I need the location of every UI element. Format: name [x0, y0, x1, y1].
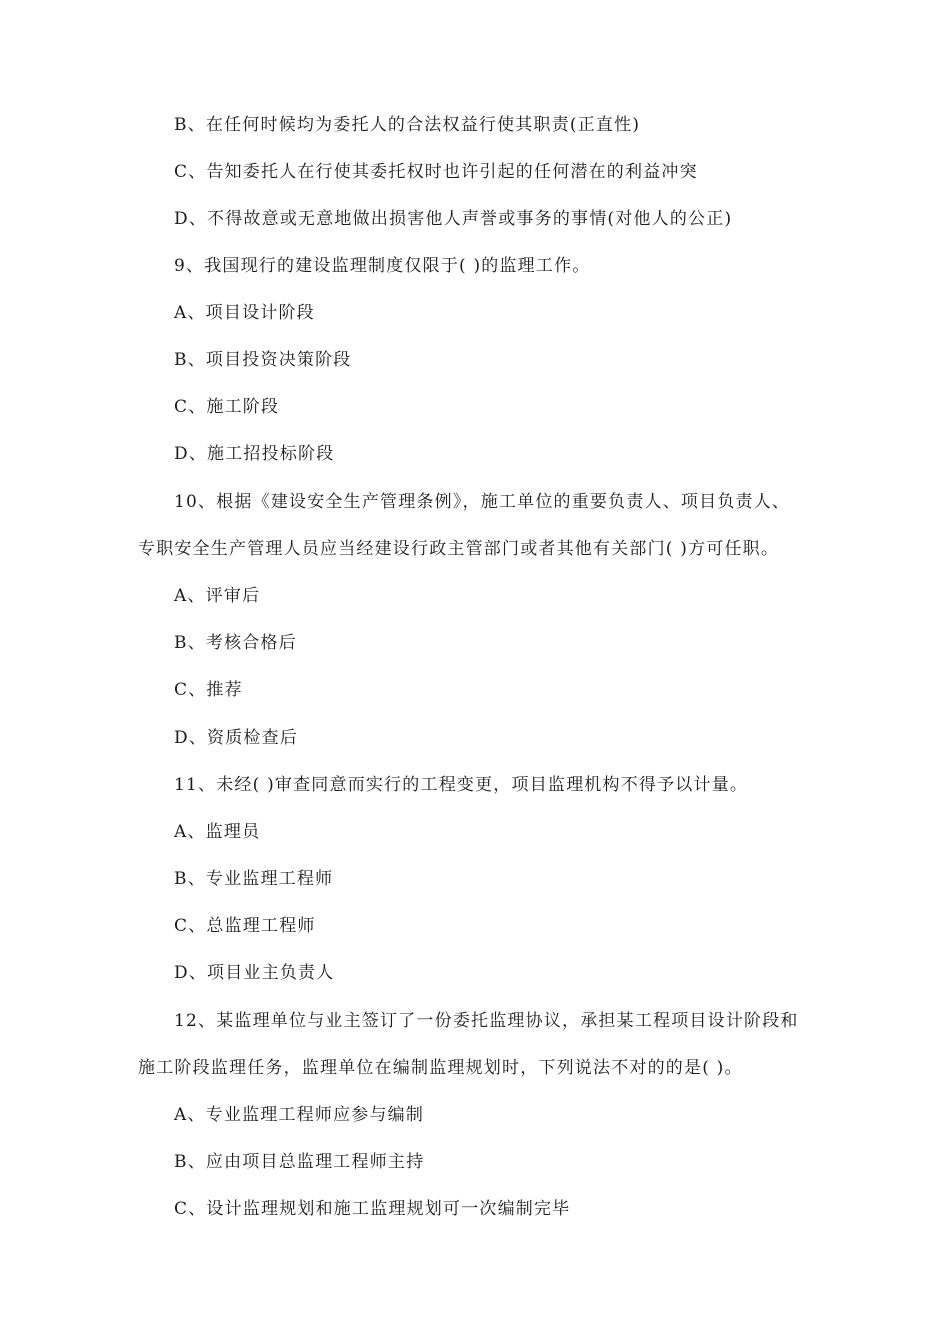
option-line: A、专业监理工程师应参与编制: [174, 1105, 425, 1125]
option-line: C、告知委托人在行使其委托权时也许引起的任何潜在的利益冲突: [174, 162, 698, 182]
option-line: C、总监理工程师: [174, 916, 316, 936]
question-line: 11、未经( )审查同意而实行的工程变更，项目监理机构不得予以计量。: [174, 775, 749, 795]
option-line: D、施工招投标阶段: [174, 444, 335, 464]
option-line: A、监理员: [174, 822, 261, 842]
question-continuation-line: 施工阶段监理任务，监理单位在编制监理规划时，下列说法不对的的是( )。: [138, 1058, 743, 1078]
option-line: D、项目业主负责人: [174, 963, 335, 983]
option-line: B、考核合格后: [174, 633, 297, 653]
option-line: A、项目设计阶段: [174, 303, 315, 323]
option-line: D、不得故意或无意地做出损害他人声誉或事务的事情(对他人的公正): [174, 209, 733, 229]
option-line: B、在任何时候均为委托人的合法权益行使其职责(正直性): [174, 115, 641, 135]
option-line: C、施工阶段: [174, 397, 280, 417]
option-line: B、应由项目总监理工程师主持: [174, 1152, 425, 1172]
option-line: B、专业监理工程师: [174, 869, 334, 889]
option-line: D、资质检查后: [174, 728, 299, 748]
option-line: C、设计监理规划和施工监理规划可一次编制完毕: [174, 1199, 571, 1219]
question-line: 12、某监理单位与业主签订了一份委托监理协议，承担某工程项目设计阶段和: [174, 1011, 799, 1031]
option-line: A、评审后: [174, 586, 261, 606]
option-line: B、项目投资决策阶段: [174, 350, 352, 370]
question-continuation-line: 专职安全生产管理人员应当经建设行政主管部门或者其他有关部门( )方可任职。: [138, 539, 780, 559]
question-line: 10、根据《建设安全生产管理条例》，施工单位的重要负责人、项目负责人、: [174, 492, 791, 512]
option-line: C、推荐: [174, 680, 243, 700]
question-line: 9、我国现行的建设监理制度仅限于( )的监理工作。: [174, 256, 591, 276]
